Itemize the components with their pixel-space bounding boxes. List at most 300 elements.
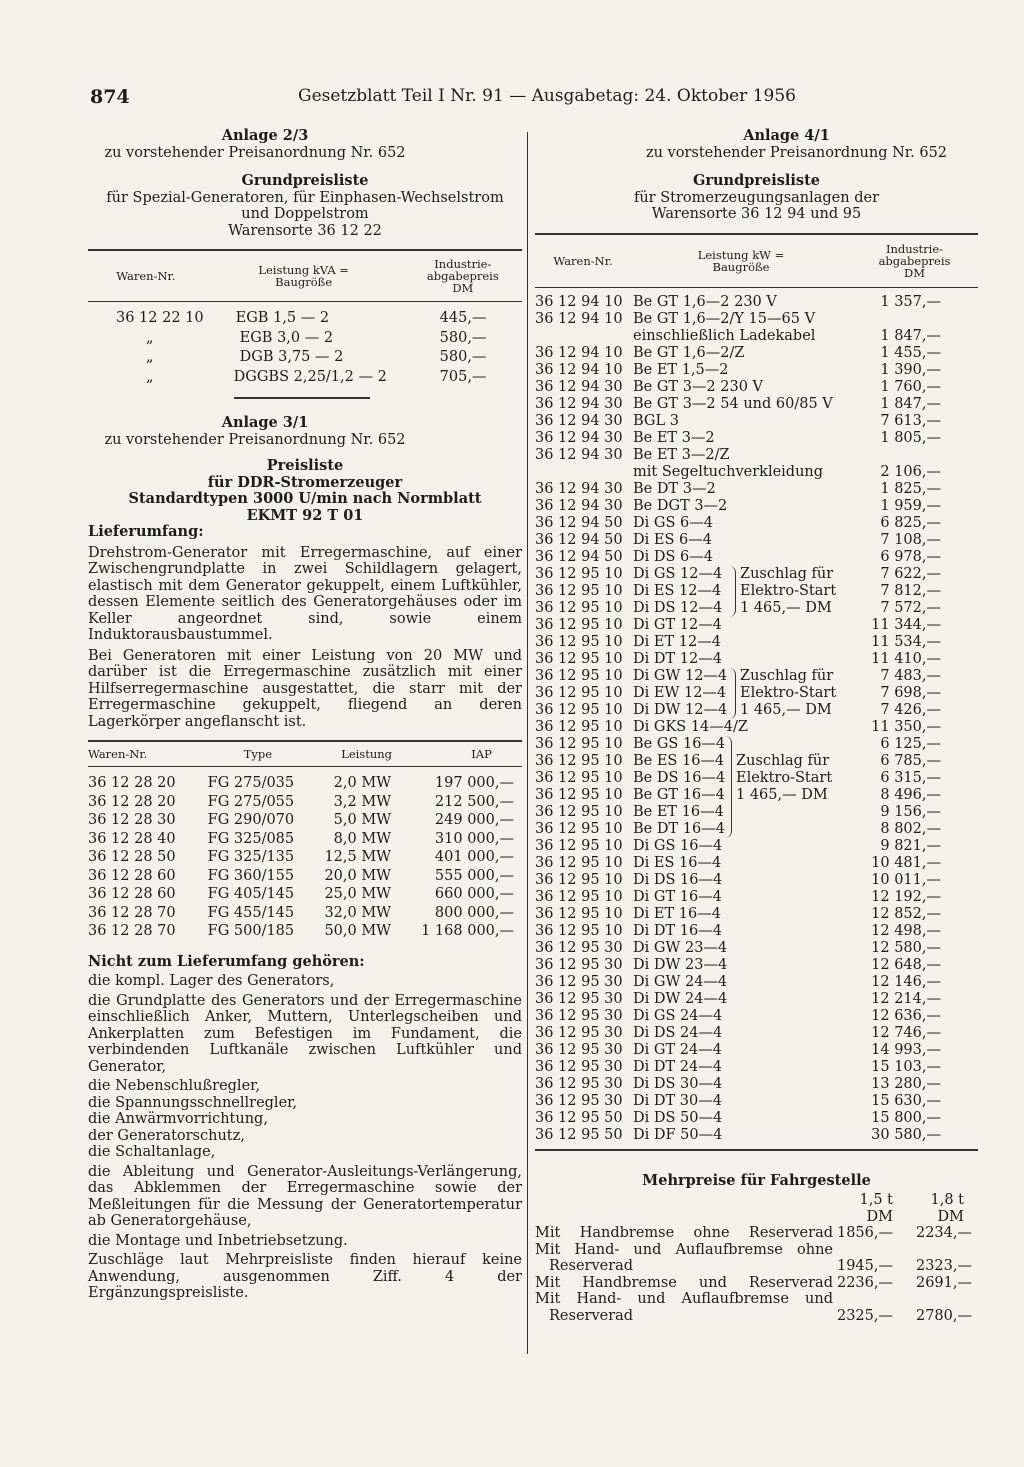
section-description: Warensorte 36 12 94 und 95	[651, 206, 862, 222]
waren-nr-cell: 36 12 95 10	[535, 701, 623, 718]
type-cell: Di ET 16—4	[633, 905, 721, 922]
price-cell: 8 802,—	[880, 820, 941, 837]
price-cell: 12 636,—	[871, 1007, 941, 1024]
waren-nr-cell: 36 12 28 40	[88, 830, 176, 847]
type-cell: Di ES 12—4	[633, 582, 722, 599]
waren-nr-cell: 36 12 95 30	[535, 1075, 623, 1092]
table-row	[535, 617, 978, 634]
table-row	[535, 532, 978, 549]
column-header-waren-nr: Waren-Nr.	[535, 234, 631, 288]
table-row	[535, 1093, 978, 1110]
iap-cell: 197 000,—	[434, 775, 514, 791]
table-row	[88, 847, 522, 866]
leistung-cell: 8,0 MW	[333, 830, 392, 847]
table-row	[535, 940, 978, 957]
price-cell: 14 993,—	[871, 1041, 941, 1058]
table-row	[535, 991, 978, 1008]
iap-cell: 249 000,—	[434, 812, 514, 828]
lieferumfang-label: Lieferumfang:	[88, 523, 204, 540]
table-row	[88, 810, 522, 829]
price-cell: 7 108,—	[880, 531, 941, 548]
type-cell: Di GS 24—4	[633, 1007, 723, 1024]
type-cell: Be GT 3—2 54 und 60/85 V	[633, 395, 833, 412]
type-cell: Di GS 16—4	[633, 837, 723, 854]
paragraph: Drehstrom-Generator mit Erregermaschine, auf einer Zwischengrundplatte in zwei Schildlagern gelagert, elastisch mit dem Generator gekuppelt, einem Luftkühler, dessen Elemente seitlich des Generatorgehäuses oder im Keller angeordnet sind, sowie einem Induktorausbaustummel.	[88, 544, 522, 643]
zuschlag-line: 1 465,— DM	[740, 599, 832, 616]
table-row	[88, 366, 522, 386]
header-line: Baugröße	[712, 259, 770, 274]
price-cell: 6 785,—	[880, 752, 941, 769]
label-line: Mit Hand- und Auflaufbremse ohne	[535, 1241, 833, 1258]
table-header-row	[88, 250, 522, 302]
price-1-8t: 2234,—	[915, 1225, 972, 1241]
waren-nr-cell: 36 12 94 10	[535, 361, 623, 378]
price-1-5t: 1856,—	[836, 1225, 893, 1241]
waren-nr-cell: 36 12 28 20	[88, 775, 176, 791]
section-title: Standardtypen 3000 U/min nach Normblatt	[128, 490, 482, 507]
price-1-5t: 2325,—	[836, 1307, 893, 1324]
zuschlag-line: Elektro-Start	[736, 769, 833, 786]
price-cell: 1 760,—	[880, 378, 941, 395]
table-row	[535, 515, 978, 532]
table-row	[535, 396, 978, 413]
type-cell: Be DS 16—4	[633, 769, 726, 786]
type-cell: Be ET 16—4	[633, 803, 724, 820]
price-cell: 9 821,—	[880, 837, 941, 854]
anlage-2-3	[88, 128, 522, 399]
waren-nr-cell: 36 12 28 60	[88, 867, 176, 884]
type-cell: Di DS 6—4	[633, 548, 713, 565]
waren-nr-cell: 36 12 95 30	[535, 990, 623, 1007]
price-cell: 1 847,—	[880, 395, 941, 412]
mehrpreise-label	[535, 1242, 835, 1275]
price-cell: 705,—	[439, 368, 487, 385]
waren-nr-cell: 36 12 95 10	[535, 616, 623, 633]
price-1-8t: 2691,—	[915, 1274, 972, 1291]
table-row	[535, 294, 978, 311]
type-cell: Di DT 30—4	[633, 1092, 722, 1109]
list-item: die Montage und Inbetriebsetzung.	[88, 1232, 348, 1249]
list-item: Zuschläge laut Mehrpreisliste finden hierauf keine Anwendung, ausgenommen Ziff. 4 der Ergänzungspreisliste.	[88, 1252, 522, 1301]
table-row	[535, 1025, 978, 1042]
price-cell: 10 011,—	[871, 871, 941, 888]
table-row	[535, 549, 978, 566]
type-cell: Di GKS 14—4/Z	[633, 718, 748, 735]
column-header-preis	[404, 250, 522, 302]
table-row	[535, 379, 978, 396]
table-row	[535, 957, 978, 974]
price-cell: 12 746,—	[871, 1024, 941, 1041]
table-row	[88, 346, 522, 366]
zuschlag-line: Zuschlag für	[740, 565, 834, 582]
waren-nr-cell: 36 12 94 30	[535, 446, 623, 463]
section-title: Grundpreisliste	[692, 172, 821, 189]
section-title: Preisliste	[266, 457, 344, 474]
section-description: und Doppelstrom	[241, 206, 369, 222]
group-type-column	[633, 668, 736, 719]
price-cell: 580,—	[439, 329, 487, 346]
waren-nr-cell: „	[146, 368, 154, 385]
waren-nr-cell: 36 12 95 10	[535, 871, 623, 888]
price-cell: 12 852,—	[871, 905, 941, 922]
leistung-cell: 12,5 MW	[324, 849, 392, 865]
waren-nr-cell: 36 12 94 10	[535, 293, 623, 310]
right-column	[535, 128, 978, 1324]
waren-nr-cell: 36 12 95 10	[535, 820, 623, 837]
waren-nr-cell: 36 12 95 10	[535, 803, 623, 820]
price-cell: 7 613,—	[880, 412, 941, 429]
waren-nr-cell: 36 12 95 30	[535, 1024, 623, 1041]
leistung-cell: 5,0 MW	[333, 812, 392, 828]
price-cell: 10 481,—	[871, 854, 941, 871]
waren-nr-cell	[535, 328, 633, 345]
leistung-cell: 25,0 MW	[324, 886, 392, 902]
type-cell: BGL 3	[633, 412, 679, 429]
price-cell: 1 805,—	[880, 429, 941, 446]
group-price-column	[878, 736, 978, 838]
list-item: die kompl. Lager des Generators,	[88, 973, 335, 989]
list-item: die Ableitung und Generator-Ausleitungs-Verlängerung, das Abklemmen der Erregermaschine sowie der Meßleitungen für die Messung der Generatortemperatur ab Generatorgehäuse,	[88, 1163, 522, 1229]
table-row	[535, 1059, 978, 1076]
header-line: 1,8 t	[930, 1192, 964, 1208]
table-body	[88, 302, 522, 386]
type-cell: Di DW 24—4	[633, 990, 728, 1007]
type-cell: Be GS 16—4	[633, 735, 726, 752]
section-heading: Anlage 4/1	[743, 127, 830, 144]
type-cell: FG 360/155	[207, 867, 295, 884]
column-header-leistung: Leistung	[312, 741, 421, 767]
price-cell: 11 534,—	[871, 633, 941, 650]
type-cell: Di GW 24—4	[633, 973, 728, 990]
price-table-4-1	[535, 233, 978, 288]
section-title: für DDR-Stromerzeuger	[207, 473, 403, 491]
waren-nr-cell: 36 12 95 10	[535, 565, 623, 582]
column-header-waren-nr: Waren-Nr.	[88, 250, 204, 302]
section-heading: Anlage 2/3	[221, 127, 309, 144]
price-cell: 11 344,—	[871, 616, 941, 633]
waren-nr-cell: 36 12 28 70	[88, 923, 176, 939]
table-row	[535, 651, 978, 668]
header-line: 1,5 t	[859, 1192, 893, 1208]
type-cell: Be GT 1,6—2/Y 15—65 V	[633, 310, 816, 327]
leistung-cell: 3,2 MW	[333, 793, 392, 810]
section-heading: Anlage 3/1	[221, 414, 309, 431]
iap-cell: 800 000,—	[434, 904, 514, 921]
section-end-rule	[234, 397, 370, 399]
type-cell: Di GS 12—4	[633, 565, 723, 582]
table-row	[88, 302, 522, 327]
waren-nr-cell: 36 12 28 30	[88, 812, 176, 828]
column-header-preis	[851, 234, 978, 288]
group-price-column	[878, 668, 978, 719]
waren-nr-cell: 36 12 95 10	[535, 752, 623, 769]
zuschlag-line: Elektro-Start	[740, 582, 837, 599]
type-cell: Di DW 23—4	[633, 956, 728, 973]
waren-nr-cell: 36 12 95 30	[535, 1092, 623, 1109]
waren-nr-cell: 36 12 94 30	[535, 429, 623, 446]
leistung-cell: 50,0 MW	[324, 923, 392, 939]
nicht-label: Nicht zum Lieferumfang gehören:	[88, 952, 365, 970]
table-row	[88, 903, 522, 922]
type-cell: Be DT 3—2	[633, 480, 716, 497]
waren-nr-cell: 36 12 95 10	[535, 922, 623, 939]
price-1-5t: 1945,—	[836, 1258, 893, 1274]
price-cell: 6 125,—	[880, 735, 941, 752]
price-cell: 11 410,—	[871, 650, 941, 667]
type-cell: Di ES 16—4	[633, 854, 722, 871]
iap-cell: 555 000,—	[434, 867, 514, 884]
paragraph: Bei Generatoren mit einer Leistung von 20 MW und darüber ist die Erregermaschine zusätzlich mit einer Hilfserregermaschine ausgestattet, die starr mit der Erregermaschine gekuppelt, fliegend an deren Lagerkörper angeflanscht ist.	[88, 647, 522, 730]
table-row	[535, 1110, 978, 1127]
column-header-iap: IAP	[421, 741, 522, 767]
bracket-group	[535, 566, 978, 617]
type-cell: Di DF 50—4	[633, 1126, 723, 1143]
waren-nr-cell: 36 12 94 50	[535, 531, 623, 548]
type-cell: DGGBS 2,25/1,2 — 2	[233, 368, 387, 385]
price-1-8t: 2323,—	[915, 1258, 972, 1274]
waren-nr-cell: 36 12 28 60	[88, 886, 176, 902]
table-row	[88, 829, 522, 848]
leistung-cell: 32,0 MW	[324, 904, 392, 921]
table-row	[88, 884, 522, 903]
type-cell: mit Segeltuchverkleidung	[633, 463, 824, 480]
price-cell: 6 315,—	[880, 769, 941, 786]
waren-nr-cell: 36 12 95 10	[535, 905, 623, 922]
table-row	[535, 464, 978, 481]
price-cell: 11 350,—	[871, 718, 941, 735]
section-title: EKMT 92 T 01	[246, 506, 364, 524]
price-cell: 6 825,—	[880, 514, 941, 531]
table-row	[535, 906, 978, 923]
price-table-2-3	[88, 249, 522, 385]
header-line: Leistung kVA =	[258, 263, 349, 277]
table-row	[88, 792, 522, 811]
type-cell: Di GT 24—4	[633, 1041, 722, 1058]
waren-nr-cell: „	[146, 329, 154, 346]
type-cell: Di ES 6—4	[633, 531, 712, 548]
waren-nr-cell: 36 12 95 50	[535, 1126, 623, 1143]
zuschlag-line: 1 465,— DM	[736, 786, 828, 803]
type-cell: Be GT 3—2 230 V	[633, 378, 764, 395]
table-row	[535, 889, 978, 906]
waren-nr-cell: 36 12 95 10	[535, 854, 623, 871]
type-cell: Di EW 12—4	[633, 684, 727, 701]
header-line: abgabepreis	[426, 269, 499, 283]
waren-nr-cell: 36 12 95 10	[535, 786, 623, 803]
waren-nr-cell: 36 12 95 10	[535, 582, 623, 599]
table-row	[535, 855, 978, 872]
table-row	[535, 413, 978, 430]
zuschlag-note	[736, 566, 878, 617]
waren-nr-cell: 36 12 94 10	[535, 344, 623, 361]
table-row	[535, 1127, 978, 1144]
waren-nr-cell: 36 12 95 30	[535, 1007, 623, 1024]
type-cell: Di DS 30—4	[633, 1075, 723, 1092]
list-item: die Nebenschlußregler, die Spannungsschnellregler, die Anwärmvorrichtung, der Generatorschutz, die Schaltanlage,	[88, 1078, 298, 1160]
price-cell: 12 648,—	[871, 956, 941, 973]
table-row	[535, 481, 978, 498]
mehrpreise-row	[535, 1291, 978, 1324]
table-row	[535, 634, 978, 651]
type-cell: FG 325/085	[207, 830, 295, 847]
column-header-leistung	[631, 234, 851, 288]
section-description: für Stromerzeugungsanlagen der	[633, 189, 880, 206]
price-cell: 9 156,—	[880, 803, 941, 820]
header-line: DM	[866, 1208, 893, 1225]
leistung-cell: 2,0 MW	[333, 775, 392, 791]
table-row	[535, 328, 978, 345]
iap-cell: 401 000,—	[434, 849, 514, 865]
waren-nr-cell: 36 12 28 50	[88, 849, 176, 865]
table-row	[88, 767, 522, 792]
type-cell: einschließlich Ladekabel	[633, 327, 816, 344]
label-line: Reserverad	[549, 1307, 634, 1324]
leistung-cell: 20,0 MW	[324, 867, 392, 884]
mehrpreise-row	[535, 1225, 978, 1242]
section-warensorte: Warensorte 36 12 22	[228, 222, 382, 239]
table-body	[88, 767, 522, 940]
type-cell: Di DT 16—4	[633, 922, 722, 939]
waren-nr-cell: 36 12 95 10	[535, 684, 623, 701]
table-row	[88, 866, 522, 885]
left-column	[88, 128, 522, 1302]
mehrpreise-header-row	[535, 1192, 978, 1225]
table-row	[535, 974, 978, 991]
table-row	[535, 1042, 978, 1059]
type-cell: FG 500/185	[207, 923, 295, 939]
mehrpreise-label	[535, 1291, 835, 1324]
zuschlag-line: Elektro-Start	[740, 684, 837, 701]
price-cell: 7 426,—	[880, 701, 941, 718]
type-cell: EGB 1,5 — 2	[235, 310, 330, 326]
type-cell: Di DS 12—4	[633, 599, 723, 616]
waren-nr-cell: 36 12 94 30	[535, 395, 623, 412]
waren-nr-cell: 36 12 22 10	[116, 310, 204, 326]
column-header	[893, 1192, 978, 1225]
page-header	[90, 86, 990, 110]
type-cell: Di GT 12—4	[633, 616, 722, 633]
waren-nr-cell: 36 12 94 50	[535, 548, 623, 565]
type-cell: Di DT 12—4	[633, 650, 722, 667]
type-cell: Be DGT 3—2	[633, 497, 728, 514]
list-item: die Grundplatte des Generators und der Erregermaschine einschließlich Anker, Muttern, Unterlegscheiben und Ankerplatten zum Befestigen im Fundament, die verbindenden Luftkanäle zwischen Luftkühler und Generator,	[88, 992, 522, 1075]
anlage-3-1	[88, 415, 522, 1302]
waren-nr-cell: 36 12 95 30	[535, 956, 623, 973]
waren-nr-cell: 36 12 95 10	[535, 650, 623, 667]
zuschlag-note	[732, 736, 878, 838]
price-cell: 7 698,—	[880, 684, 941, 701]
column-header	[835, 1192, 893, 1225]
header-line: Baugröße	[275, 275, 333, 289]
type-cell: Be ET 3—2	[633, 429, 715, 446]
price-cell: 12 214,—	[871, 990, 941, 1007]
price-cell: 1 825,—	[880, 480, 941, 497]
table-row	[535, 1008, 978, 1025]
section-title: Grundpreisliste	[241, 172, 369, 189]
price-cell: 1 390,—	[880, 361, 941, 378]
price-cell: 13 280,—	[871, 1075, 941, 1092]
label-line: Mit Hand- und Auflaufbremse und	[535, 1291, 833, 1307]
group-type-column	[633, 736, 732, 838]
group-nr-column	[535, 566, 633, 617]
table-row	[535, 838, 978, 855]
waren-nr-cell: 36 12 95 10	[535, 667, 623, 684]
waren-nr-cell: 36 12 28 70	[88, 904, 176, 921]
price-cell: 1 847,—	[880, 327, 941, 344]
price-cell: 7 812,—	[880, 582, 941, 599]
table-row	[535, 872, 978, 889]
price-cell: 1 357,—	[880, 293, 941, 310]
price-cell: 1 959,—	[880, 497, 941, 514]
type-cell: FG 405/145	[207, 886, 295, 902]
table-row	[535, 719, 978, 736]
price-1-5t: 2236,—	[836, 1274, 893, 1291]
header-line: abgabepreis	[878, 253, 951, 268]
bracket-group	[535, 668, 978, 719]
waren-nr-cell: 36 12 94 30	[535, 497, 623, 514]
price-cell: 12 146,—	[871, 973, 941, 990]
label-line: Mit Handbremse ohne Reserverad	[535, 1225, 833, 1241]
type-cell: FG 290/070	[207, 812, 295, 828]
table-body	[535, 294, 978, 1144]
price-cell: 7 622,—	[880, 565, 941, 582]
waren-nr-cell: 36 12 95 30	[535, 973, 623, 990]
type-cell: FG 275/035	[207, 775, 295, 791]
type-cell: Di GT 16—4	[633, 888, 722, 905]
zuschlag-line: 1 465,— DM	[740, 701, 832, 718]
waren-nr-cell: 36 12 95 10	[535, 718, 623, 735]
price-cell	[841, 447, 978, 464]
price-cell: 7 572,—	[880, 599, 941, 616]
price-cell	[841, 311, 978, 328]
iap-cell: 660 000,—	[434, 886, 514, 902]
type-cell: FG 275/055	[207, 793, 295, 810]
waren-nr-cell: 36 12 95 10	[535, 633, 623, 650]
mehrpreise-table	[535, 1192, 978, 1324]
type-cell: FG 455/145	[207, 904, 295, 921]
column-header-waren-nr: Waren-Nr.	[88, 741, 204, 767]
table-end-rule	[535, 1149, 978, 1151]
waren-nr-cell	[535, 464, 633, 481]
mehrpreise-title: Mehrpreise für Fahrgestelle	[642, 1171, 871, 1189]
table-row	[535, 345, 978, 362]
price-cell: 15 800,—	[871, 1109, 941, 1126]
table-row	[535, 447, 978, 464]
type-cell: Di DT 24—4	[633, 1058, 722, 1075]
type-cell: Be GT 16—4	[633, 786, 725, 803]
table-row	[535, 498, 978, 515]
iap-cell: 1 168 000,—	[421, 923, 514, 939]
section-subheading: zu vorstehender Preisanordnung Nr. 652	[104, 431, 406, 448]
price-1-8t: 2780,—	[915, 1307, 972, 1324]
price-cell: 2 106,—	[880, 463, 941, 480]
waren-nr-cell: 36 12 95 30	[535, 939, 623, 956]
price-cell: 12 192,—	[871, 888, 941, 905]
price-cell: 15 103,—	[871, 1058, 941, 1075]
type-cell: Be ET 3—2/Z	[633, 446, 730, 463]
mehrpreise-row	[535, 1275, 978, 1292]
column-divider	[527, 132, 528, 1354]
zuschlag-line: Zuschlag für	[740, 667, 834, 684]
zuschlag-line: Zuschlag für	[736, 752, 830, 769]
type-cell: Be ET 1,5—2	[633, 361, 729, 378]
section-subheading: zu vorstehender Preisanordnung Nr. 652	[645, 144, 948, 161]
header-line: DM	[937, 1208, 964, 1225]
table-row	[535, 362, 978, 379]
zuschlag-note	[736, 668, 878, 719]
iap-cell: 212 500,—	[434, 793, 514, 810]
price-cell: 8 496,—	[880, 786, 941, 803]
